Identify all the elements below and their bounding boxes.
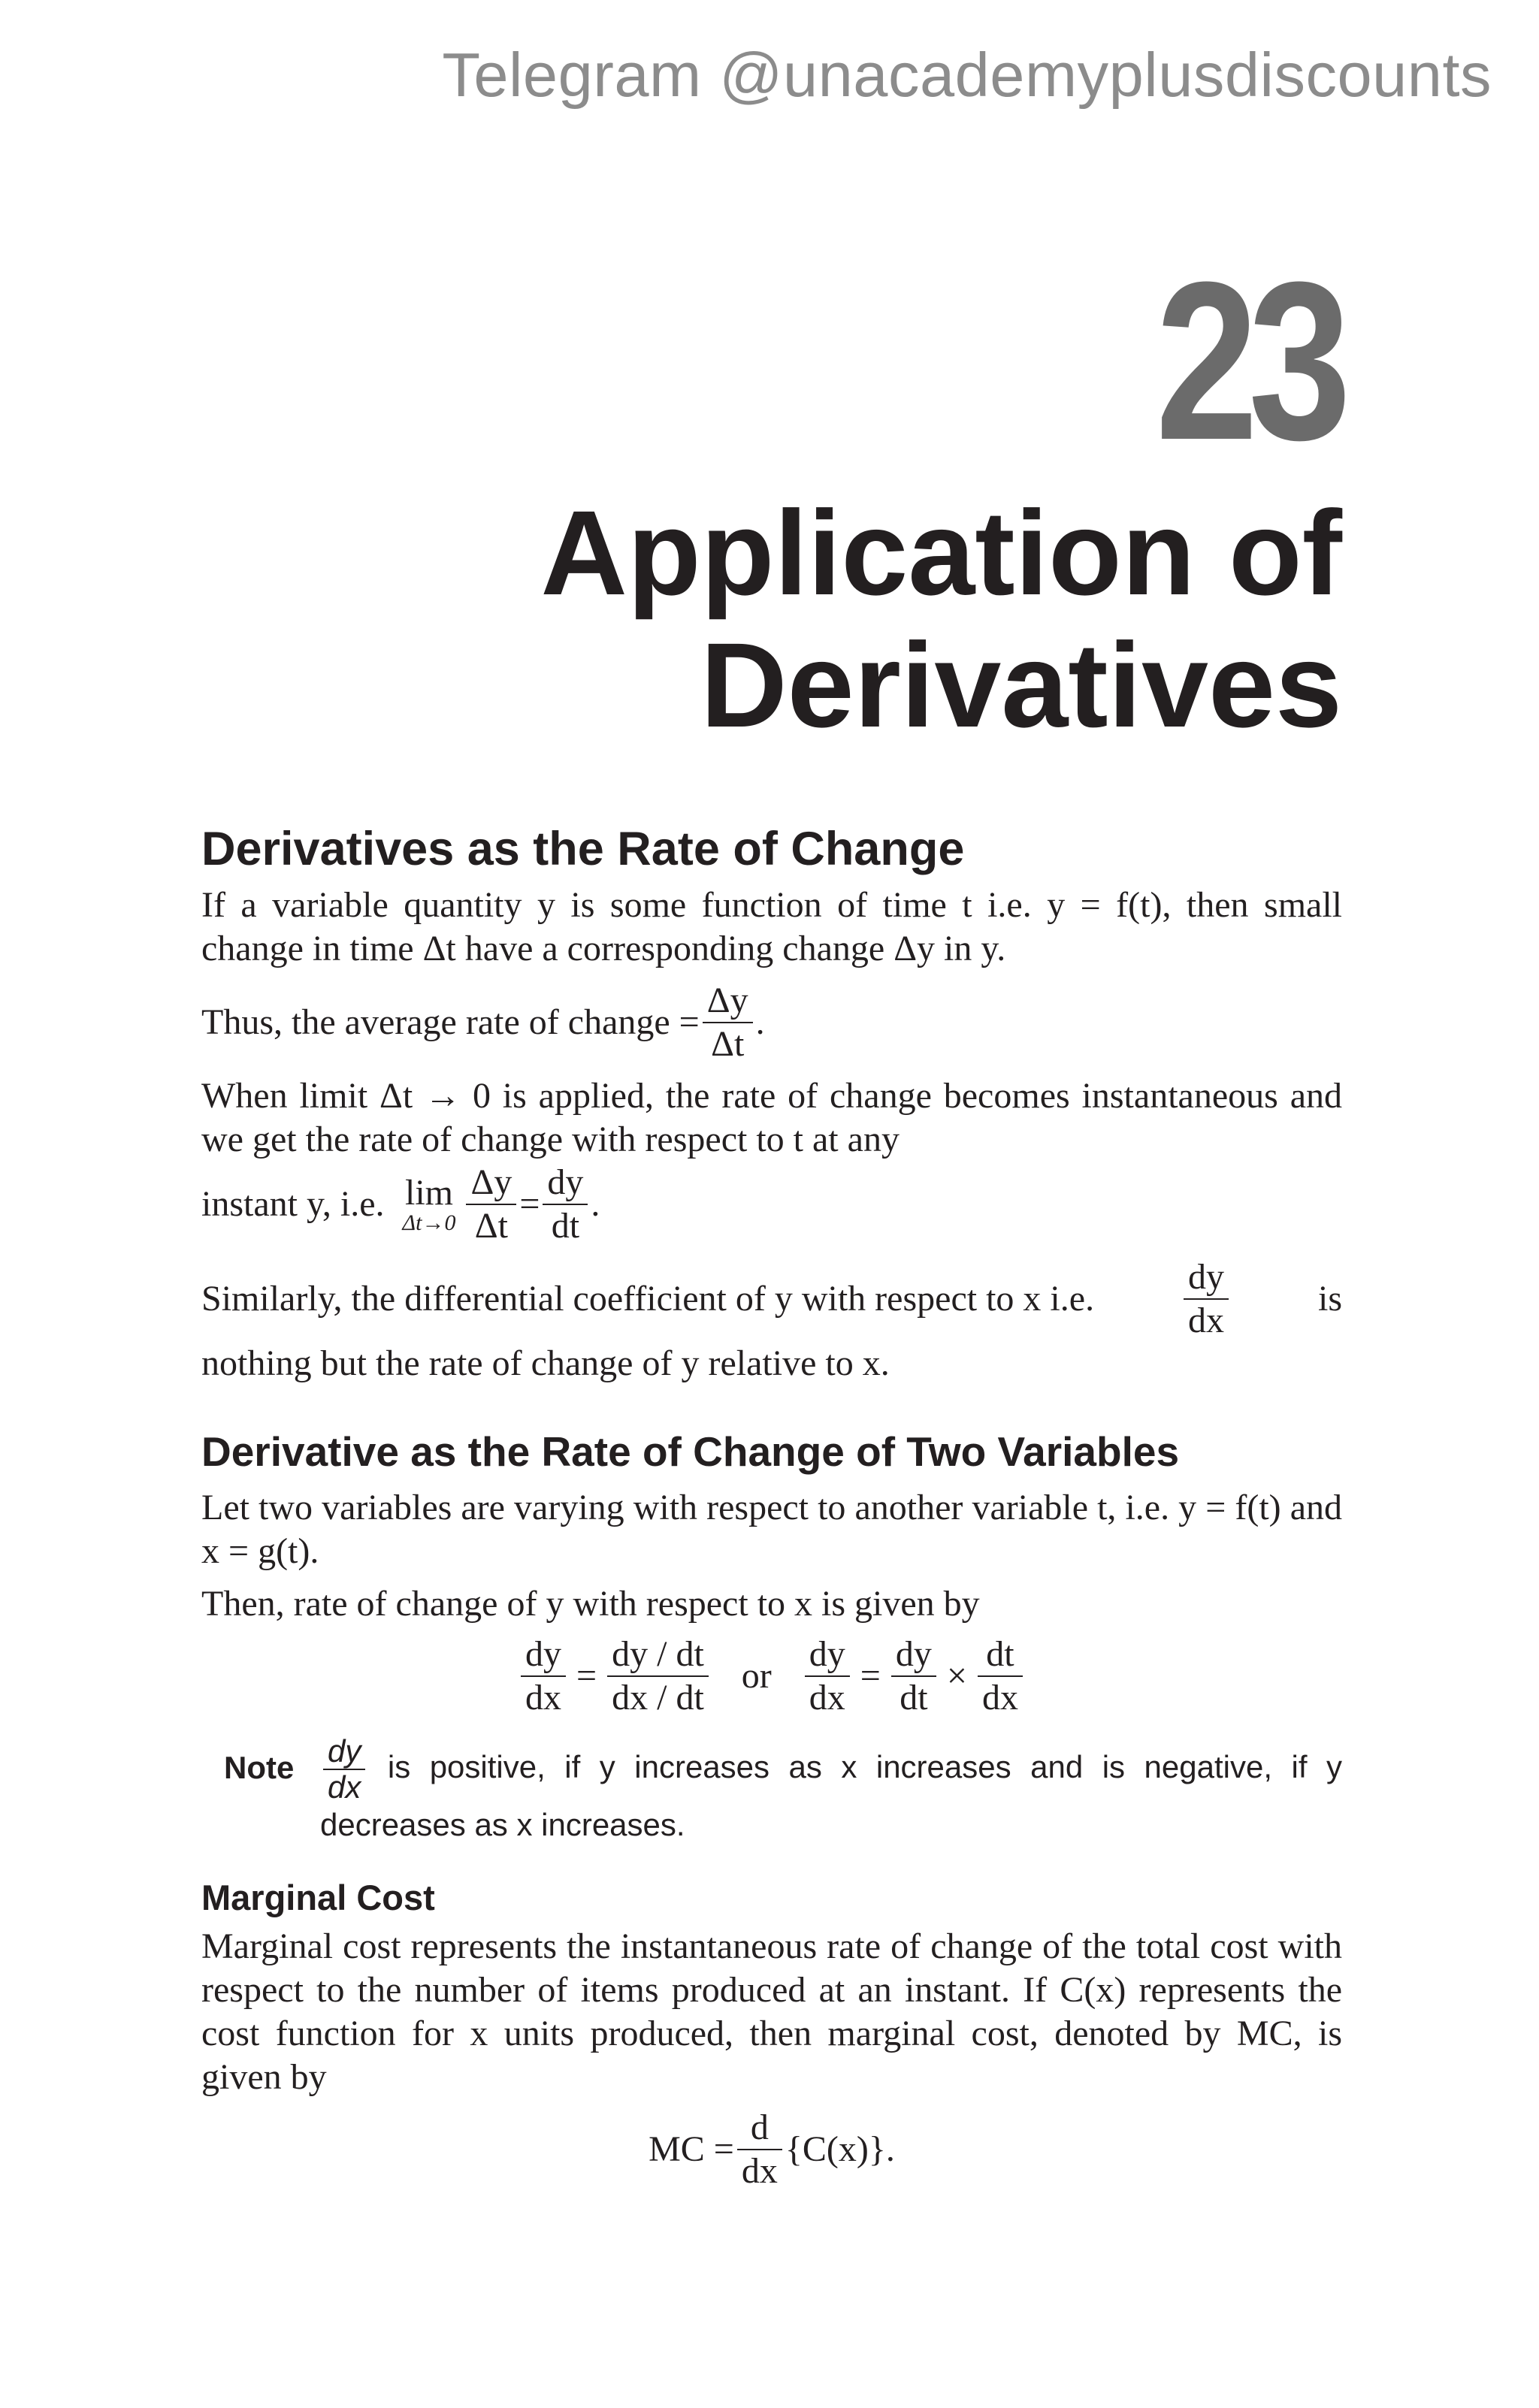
section-heading-two-variables: Derivative as the Rate of Change of Two Variables [201, 1428, 1180, 1475]
denominator: dx [328, 1769, 361, 1805]
numerator: Δy [466, 1162, 516, 1205]
numerator: dy [805, 1633, 850, 1677]
fraction-dy-over-dx [1184, 1256, 1229, 1342]
numerator: Δy [703, 980, 753, 1023]
fraction-dy-over-dt [543, 1162, 588, 1247]
fraction-dt-over-dx [978, 1633, 1023, 1719]
numerator: d [737, 2107, 782, 2150]
denominator: dx / dt [612, 1678, 704, 1718]
chapter-title-line-1: Application of [540, 485, 1342, 620]
lim-subscript: Δt→0 [402, 1210, 456, 1235]
numerator: dy [521, 1633, 566, 1677]
note-text: is positive, if y increases as x increases and is negative, if y decreases as x increases. [320, 1749, 1342, 1842]
numerator: dt [978, 1633, 1023, 1677]
equals-sign: = [576, 1656, 597, 1696]
average-rate-line [201, 980, 1342, 1065]
denominator: Δt [474, 1206, 508, 1246]
section-heading-rate-of-change: Derivatives as the Rate of Change [201, 823, 965, 875]
equation-rhs: {C(x)}. [785, 2129, 895, 2169]
text: instant y, i.e. [201, 1184, 385, 1224]
numerator: dy / dt [607, 1633, 709, 1677]
numerator: dy [543, 1162, 588, 1205]
denominator: dx [809, 1678, 845, 1718]
limit-equation-line [201, 1162, 1342, 1247]
subsection-heading-marginal-cost: Marginal Cost [201, 1878, 435, 1917]
page-content [201, 820, 1342, 2204]
chapter-number: 23 [1155, 234, 1341, 487]
fraction-dy-over-dx [521, 1633, 566, 1719]
denominator: dx [741, 2151, 778, 2191]
denominator: dt [551, 1206, 580, 1246]
equation-lhs: MC = [649, 2129, 734, 2169]
marginal-cost-equation [201, 2107, 1342, 2192]
fraction-dy-over-dx [323, 1734, 365, 1805]
paragraph: Marginal cost represents the instantaneous rate of change of the total cost with respect to the number of items produced at an instant. If C(x) represents the cost function for x units produced, then marginal cost, denoted by MC, is given by [201, 1926, 1342, 2097]
paragraph: If a variable quantity y is some function of time t i.e. y = f(t), then small change in time Δt have a corresponding change Δy in y. [201, 885, 1342, 968]
or-label: or [741, 1656, 772, 1696]
period: . [755, 1002, 765, 1042]
times-sign: × [946, 1656, 967, 1696]
paragraph: Let two variables are varying with respect to another variable t, i.e. y = f(t) and x = g(t). [201, 1488, 1342, 1571]
note-body [320, 1734, 1342, 1845]
fraction-dydt-over-dxdt [607, 1633, 709, 1719]
limit-operator [403, 1174, 456, 1234]
denominator: dx [525, 1678, 562, 1718]
differential-coefficient-line [201, 1256, 1342, 1342]
numerator: dy [1184, 1256, 1229, 1300]
fraction-dy-over-dx [805, 1633, 850, 1719]
paragraph: When limit Δt → 0 is applied, the rate of change becomes instantaneous and we get the rate of change with respect to t at any [201, 1076, 1342, 1159]
chapter-title [0, 487, 1342, 751]
note-label: Note [224, 1750, 295, 1785]
denominator: Δt [711, 1024, 745, 1064]
equals-sign: = [519, 1184, 540, 1224]
text: is [1317, 1279, 1342, 1319]
fraction-dy-over-dt [891, 1633, 936, 1719]
lim-label: lim [404, 1173, 453, 1213]
numerator: dy [891, 1633, 936, 1677]
fraction-delta-y-over-delta-t [466, 1162, 516, 1247]
period: . [591, 1184, 600, 1224]
watermark: Telegram @unacademyplusdiscounts [442, 40, 1492, 110]
text: Thus, the average rate of change = [201, 1002, 700, 1042]
equals-sign: = [860, 1656, 881, 1696]
text: Similarly, the differential coefficient of y with respect to x i.e. [201, 1279, 1095, 1319]
denominator: dt [900, 1678, 928, 1718]
note-box [224, 1734, 1342, 1845]
fraction-delta-y-over-delta-t [703, 980, 753, 1065]
chain-rule-equation [201, 1633, 1342, 1719]
paragraph: Then, rate of change of y with respect to x is given by [201, 1584, 980, 1624]
fraction-d-over-dx [737, 2107, 782, 2192]
chapter-title-line-2: Derivatives [700, 618, 1342, 752]
denominator: dx [981, 1678, 1018, 1718]
denominator: dx [1188, 1301, 1225, 1340]
numerator: dy [323, 1734, 365, 1770]
paragraph: nothing but the rate of change of y relative to x. [201, 1343, 890, 1383]
